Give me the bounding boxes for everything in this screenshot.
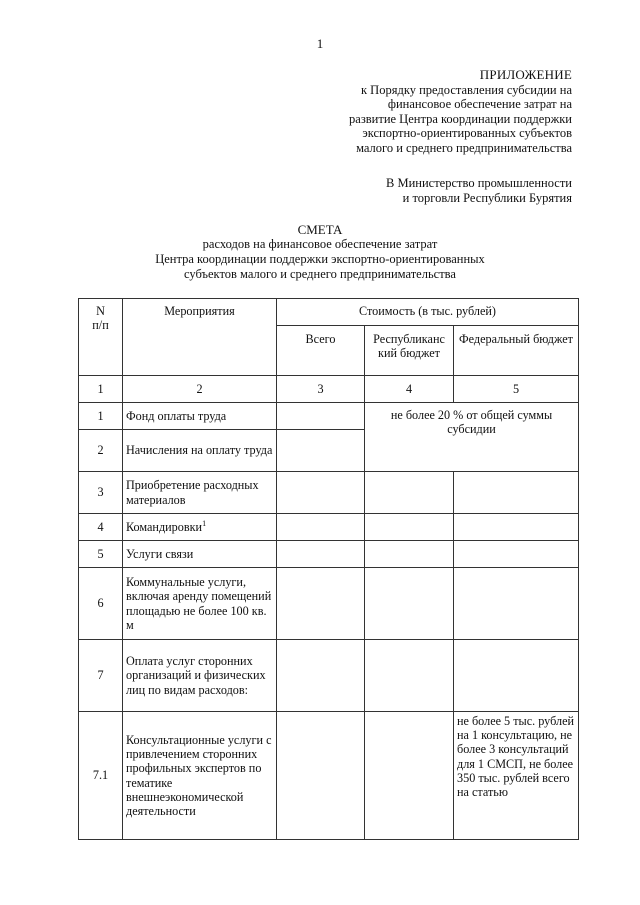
- row-federal: [454, 640, 579, 712]
- row-total: [277, 712, 365, 840]
- column-number: 5: [454, 376, 579, 403]
- row-federal-limit: не более 5 тыс. рублей на 1 консультацию, не более 3 консультаций для 1 СМСП, не более 350 тыс. рублей всего на статью: [454, 712, 579, 840]
- row-republic: [365, 568, 454, 640]
- column-number: 2: [123, 376, 277, 403]
- header-total: Всего: [277, 326, 365, 376]
- title-line: субъектов малого и среднего предпринимательства: [184, 267, 456, 281]
- appendix-line: малого и среднего предпринимательства: [356, 140, 572, 155]
- row-number: 2: [79, 430, 123, 472]
- row-activity: Консультационные услуги с привлечением сторонних профильных экспертов по тематике внешнеэкономической деятельности: [123, 712, 277, 840]
- row-federal: [454, 541, 579, 568]
- table-row: [79, 514, 579, 541]
- appendix-line: финансовое обеспечение затрат на: [387, 97, 572, 112]
- appendix-block: [349, 68, 572, 156]
- title-line: расходов на финансовое обеспечение затрат: [202, 237, 438, 251]
- row-activity: Командировки: [126, 519, 203, 534]
- row-republic: [365, 472, 454, 514]
- page-number: 1: [316, 36, 324, 51]
- row-activity: Коммунальные услуги, включая аренду помещений площадью не более 100 кв. м: [123, 568, 277, 640]
- row-activity: Фонд оплаты труда: [123, 403, 277, 430]
- table-row: [79, 640, 579, 712]
- table-row: [79, 712, 579, 840]
- merged-limit-note: не более 20 % от общей суммы субсидии: [365, 403, 579, 472]
- header-num-line2: п/п: [92, 318, 109, 333]
- row-activity: Оплата услуг сторонних организаций и физических лиц по видам расходов:: [123, 640, 277, 712]
- appendix-line: экспортно-ориентированных субъектов: [362, 126, 572, 141]
- column-number: 4: [365, 376, 454, 403]
- row-total: [277, 403, 365, 430]
- row-number: 4: [79, 514, 123, 541]
- row-activity: Начисления на оплату труда: [123, 430, 277, 472]
- table-row: [79, 541, 579, 568]
- row-number: 6: [79, 568, 123, 640]
- header-num-line1: N: [96, 304, 105, 318]
- row-number: 3: [79, 472, 123, 514]
- row-republic: [365, 541, 454, 568]
- document-title-block: [0, 222, 640, 282]
- row-activity: Приобретение расходных материалов: [123, 472, 277, 514]
- addressee-line: и торговли Республики Бурятия: [402, 191, 572, 205]
- column-number: 1: [79, 376, 123, 403]
- row-total: [277, 541, 365, 568]
- row-federal: [454, 568, 579, 640]
- header-activity: Мероприятия: [123, 299, 277, 376]
- column-number: 3: [277, 376, 365, 403]
- row-total: [277, 640, 365, 712]
- row-total: [277, 568, 365, 640]
- row-federal: [454, 514, 579, 541]
- title-line: Центра координации поддержки экспортно-ориентированных: [155, 252, 485, 266]
- row-number: 5: [79, 541, 123, 568]
- table-row: [79, 472, 579, 514]
- appendix-heading: ПРИЛОЖЕНИЕ: [479, 67, 572, 82]
- estimate-table: [78, 298, 579, 840]
- row-federal: [454, 472, 579, 514]
- row-activity: Услуги связи: [123, 541, 277, 568]
- row-republic: [365, 640, 454, 712]
- header-num-cell: [79, 299, 123, 376]
- appendix-line: развитие Центра координации поддержки: [349, 111, 572, 126]
- appendix-line: к Порядку предоставления субсидии на: [360, 82, 572, 97]
- footnote-marker: 1: [202, 518, 207, 528]
- row-activity-cell: [123, 514, 277, 541]
- table-row: [79, 403, 579, 430]
- row-total: [277, 472, 365, 514]
- header-cost: Стоимость (в тыс. рублей): [277, 299, 579, 326]
- row-number: 7.1: [79, 712, 123, 840]
- row-republic: [365, 712, 454, 840]
- header-federal-budget: Федеральный бюджет: [454, 326, 579, 376]
- addressee-block: [386, 176, 572, 206]
- document-title: СМЕТА: [297, 222, 343, 237]
- header-republic-budget: Республиканс кий бюджет: [365, 326, 454, 376]
- row-total: [277, 430, 365, 472]
- row-republic: [365, 514, 454, 541]
- row-number: 7: [79, 640, 123, 712]
- row-number: 1: [79, 403, 123, 430]
- addressee-line: В Министерство промышленности: [386, 176, 572, 190]
- row-total: [277, 514, 365, 541]
- table-row: [79, 568, 579, 640]
